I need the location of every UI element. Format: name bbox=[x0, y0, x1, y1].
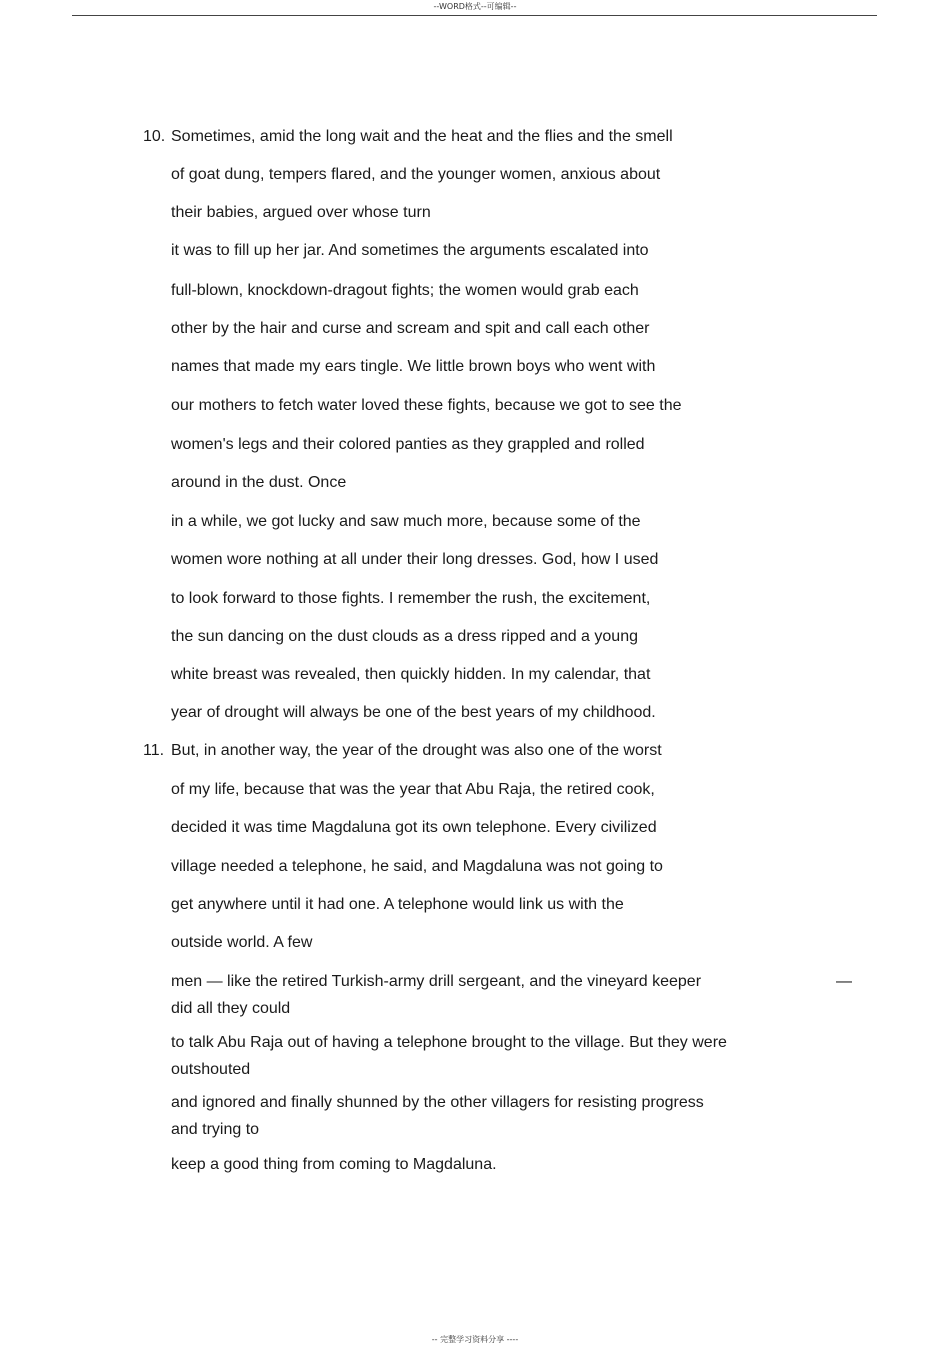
paragraph-11-line: get anywhere until it had one. A telephone would link us with the bbox=[171, 896, 624, 913]
paragraph-11-line: But, in another way, the year of the drought was also one of the worst bbox=[171, 742, 662, 759]
paragraph-11-wrapped-block bbox=[171, 1029, 727, 1083]
paragraph-11-last-line: keep a good thing from coming to Magdaluna. bbox=[171, 1156, 497, 1173]
page-footer-text: -- 完整学习资料分享 ---- bbox=[431, 1335, 519, 1344]
paragraph-10-line: the sun dancing on the dust clouds as a dress ripped and a young bbox=[171, 628, 638, 645]
header-rule bbox=[72, 15, 877, 16]
paragraph-10-line: white breast was revealed, then quickly hidden. In my calendar, that bbox=[171, 666, 651, 683]
paragraph-10-line: women's legs and their colored panties as they grappled and rolled bbox=[171, 436, 645, 453]
paragraph-10-line: other by the hair and curse and scream and spit and call each other bbox=[171, 320, 650, 337]
paragraph-11-line: and trying to bbox=[171, 1121, 260, 1138]
paragraph-11-line: decided it was time Magdaluna got its own telephone. Every civilized bbox=[171, 819, 657, 836]
paragraph-11-line: men — like the retired Turkish-army drill sergeant, and the vineyard keeper bbox=[171, 973, 702, 990]
paragraph-10-line: year of drought will always be one of the best years of my childhood. bbox=[171, 704, 656, 721]
margin-dash-mark: — bbox=[836, 973, 852, 990]
paragraph-11-line: outside world. A few bbox=[171, 934, 313, 951]
paragraph-10-line: full-blown, knockdown-dragout fights; the women would grab each bbox=[171, 282, 639, 299]
paragraph-10-line: around in the dust. Once bbox=[171, 474, 347, 491]
paragraph-11-line: of my life, because that was the year that Abu Raja, the retired cook, bbox=[171, 781, 655, 798]
paragraph-10-line: our mothers to fetch water loved these fights, because we got to see the bbox=[171, 397, 682, 414]
paragraph-10-line: Sometimes, amid the long wait and the heat and the flies and the smell bbox=[171, 128, 673, 145]
paragraph-11-line: to talk Abu Raja out of having a telephone brought to the village. But they were bbox=[171, 1034, 727, 1051]
paragraph-11-wrapped-block bbox=[171, 1089, 704, 1143]
paragraph-10-line: women wore nothing at all under their long dresses. God, how I used bbox=[171, 551, 659, 568]
paragraph-10-number: 10. bbox=[143, 128, 166, 145]
page-header-text: --WORD格式--可编辑-- bbox=[433, 2, 517, 11]
paragraph-10-line: to look forward to those fights. I remember the rush, the excitement, bbox=[171, 590, 651, 607]
paragraph-10-line: in a while, we got lucky and saw much more, because some of the bbox=[171, 513, 641, 530]
paragraph-11-line: village needed a telephone, he said, and Magdaluna was not going to bbox=[171, 858, 663, 875]
paragraph-11-line: outshouted bbox=[171, 1061, 251, 1078]
paragraph-11-number: 11. bbox=[143, 742, 165, 759]
paragraph-11-line: did all they could bbox=[171, 1000, 291, 1017]
paragraph-10-line: it was to fill up her jar. And sometimes the arguments escalated into bbox=[171, 242, 649, 259]
paragraph-10-line: of goat dung, tempers flared, and the younger women, anxious about bbox=[171, 166, 661, 183]
paragraph-10-line: names that made my ears tingle. We little brown boys who went with bbox=[171, 358, 656, 375]
paragraph-11-wrapped-block bbox=[171, 968, 701, 1022]
paragraph-11-line: and ignored and finally shunned by the other villagers for resisting progress bbox=[171, 1094, 704, 1111]
paragraph-10-line: their babies, argued over whose turn bbox=[171, 204, 431, 221]
